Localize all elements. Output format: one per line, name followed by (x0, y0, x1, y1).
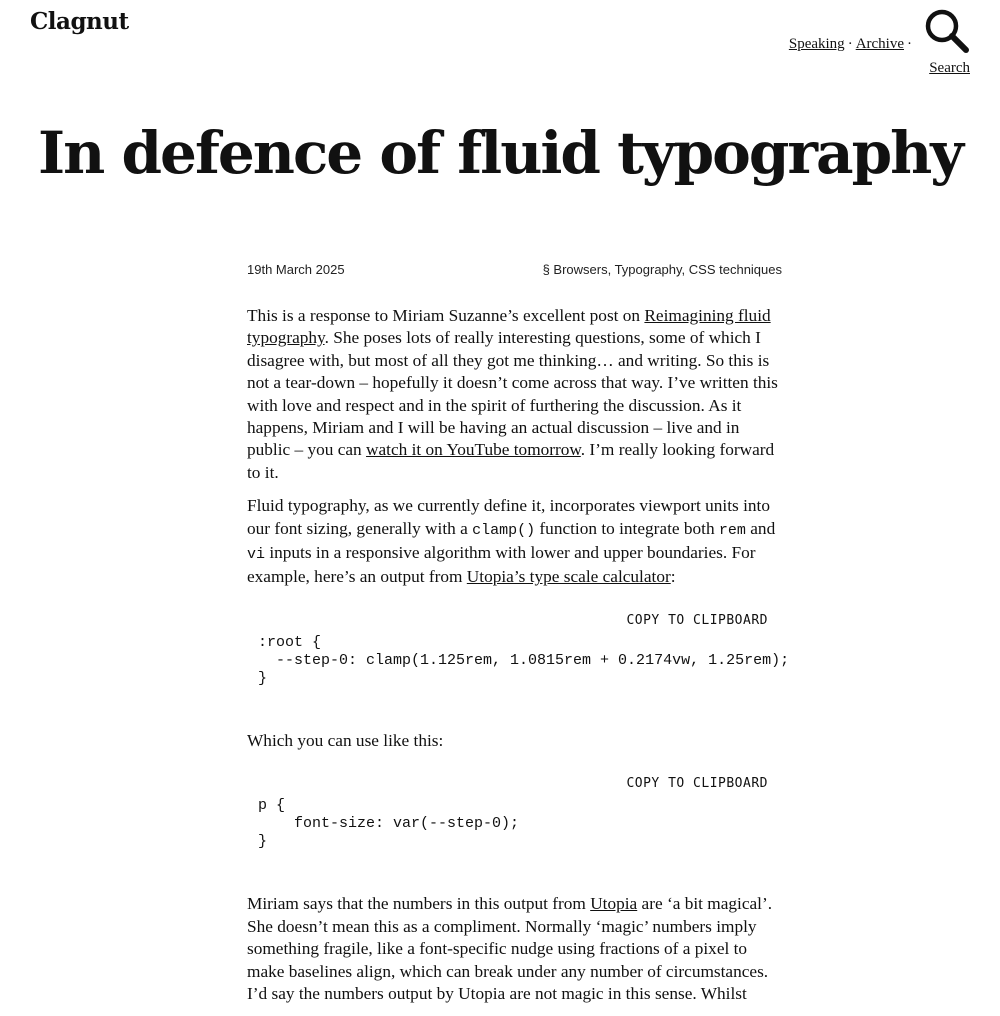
youtube-link[interactable]: watch it on YouTube tomorrow (366, 440, 581, 460)
code-block (247, 776, 782, 851)
code-text: p { font-size: var(--step-0); } (258, 797, 520, 851)
code-content (258, 633, 790, 688)
post-tags: § Browsers, Typography, CSS techniques (542, 262, 782, 277)
copy-to-clipboard-button[interactable]: COPY TO CLIPBOARD (626, 776, 768, 792)
text: function to integrate both (535, 518, 719, 538)
text: Fluid typography, as we currently define it, incorporates viewport units into our font sizing, generally with a (247, 496, 770, 538)
inline-code: clamp() (472, 521, 536, 539)
inline-code: rem (718, 521, 746, 539)
search-icon[interactable] (924, 8, 970, 54)
nav-speaking-link[interactable]: Speaking (788, 36, 845, 52)
utopia-link[interactable]: Utopia (590, 894, 638, 914)
site-nav (710, 8, 970, 80)
page-title: In defence of fluid typography (38, 119, 962, 187)
code-content (258, 797, 782, 851)
paragraph (247, 305, 782, 484)
text: are ‘a bit magical’. She doesn’t mean this as a compliment. Normally ‘magic’ numbers imply something fragile, like a font-specific nudge using fractions of a pixel to make baselines align, which can break under any number of circumstances. I’d say the numbers output by Utopia are not magic in this sense. Whilst (247, 894, 773, 1003)
code-text: :root { --step-0: clamp(1.125rem, 1.0815rem + 0.2174vw, 1.25rem); } (258, 633, 790, 687)
site-logo[interactable]: Clagnut (30, 8, 129, 35)
code-block (247, 612, 790, 688)
text: This is a response to Miriam Suzanne’s excellent post on (247, 306, 645, 325)
text: and (745, 518, 776, 538)
post-date: 19th March 2025 (247, 262, 345, 277)
paragraph (247, 893, 782, 1005)
nav-archive-link[interactable]: Archive (855, 36, 904, 52)
nav-separator: · (907, 36, 912, 52)
text: : (670, 567, 676, 587)
utopia-calculator-link[interactable]: Utopia’s type scale calculator (466, 567, 671, 587)
text: inputs in a responsive algorithm with lower and upper boundaries. For example, here’s an output from (247, 543, 756, 587)
search-label[interactable]: Search (929, 60, 970, 76)
copy-to-clipboard-button[interactable]: COPY TO CLIPBOARD (626, 612, 768, 628)
inline-code: vi (247, 546, 266, 564)
text: Miriam says that the numbers in this output from (247, 894, 591, 914)
paragraph: Which you can use like this: (247, 730, 444, 750)
nav-separator: · (847, 36, 853, 52)
text: . I’m really looking forward to it. (247, 440, 775, 482)
search-link[interactable] (922, 8, 970, 80)
paragraph (247, 495, 782, 589)
reimagining-fluid-typography-link[interactable]: Reimagining fluid typography (247, 306, 771, 348)
nav-links (789, 36, 915, 53)
text: . She poses lots of really interesting questions, some of which I disagree with, but most of all they got me thinking… and writing. So this is not a tear-down – hopefully it doesn’t come across that way. I’ve written this with love and respect and in the spirit of furthering the discussion. As it happens, Miriam and I will be having an actual discussion – live and in public – you can (247, 328, 778, 460)
article-body (247, 305, 790, 1016)
